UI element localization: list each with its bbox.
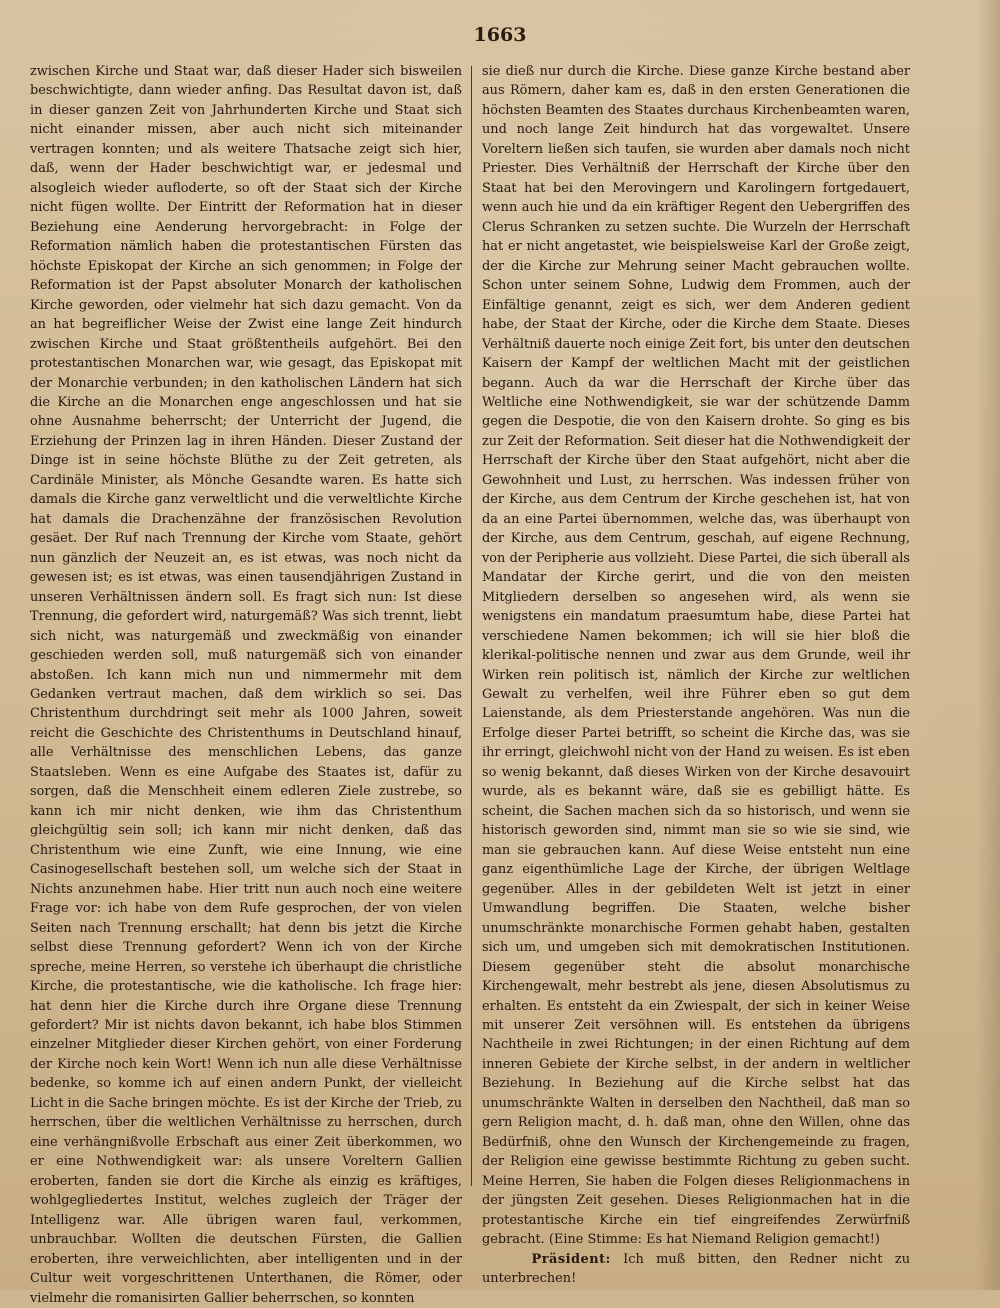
right-column [482, 62, 911, 1287]
speaker-label: Präsident: [531, 1251, 611, 1267]
right-column-text: sie dieß nur durch die Kirche. Diese ganze Kirche bestand aber aus Römern, daher kam es, daß in den ersten Generationen die höchsten Beamten des Staates durchaus Kirchenbeamten waren, und noch lange Zeit hindurch hat das vorgewaltet. Unsere Voreltern ließen sich taufen, sie wurden aber damals noch nicht Priester. Dies Verhältniß der Herrschaft der Kirche über den Staat hat bei den Merovingern und Karolingern fortgedauert, wenn auch hie und da ein kräftiger Regent den Uebergriffen des Clerus Schranken zu setzen suchte. Die Wurzeln der Herrschaft hat er nicht angetastet, wie beispielsweise Karl der Große zeigt, der die Kirche zur Mehrung seiner Macht gebrauchen wollte. Schon unter seinem Sohne, Ludwig dem Frommen, auch der Einfältige genannt, zeigt es sich, wer dem Anderen gedient habe, der Staat der Kirche, oder die Kirche dem Staate. Dieses Verhältniß dauerte noch einige Zeit fort, bis unter den deutschen Kaisern der Kampf der weltlichen Macht mit der geistlichen begann. Auch da war die Herrschaft der Kirche über das Weltliche eine Nothwendigkeit, sie war der schützende Damm gegen die Despotie, die von den Kaisern drohte. So ging es bis zur Zeit der Reformation. Seit dieser hat die Nothwendigkeit der Herrschaft der Kirche über den Staat aufgehört, nicht aber die Gewohnheit und Lust, zu herrschen. Was indessen früher von der Kirche, aus dem Centrum der Kirche geschehen ist, hat von da an eine Partei übernommen, welche das, was überhaupt von der Kirche, aus dem Centrum, geschah, auf eigene Rechnung, von der Peripherie aus vollzieht. Diese Partei, die sich überall als Mandatar der Kirche gerirt, und die von den meisten Mitgliedern derselben so angesehen wird, als wenn sie wenigstens ein mandatum praesumtum habe, diese Partei hat verschiedene Namen bekommen; ich will sie hier bloß die klerikal-politische nennen und zwar aus dem Grunde, weil ihr Wirken rein politisch ist, nämlich der Kirche zur weltlichen Gewalt zu verhelfen, weil ihre Führer eben so gut dem Laienstande, als dem Priesterstande angehören. Was nun die Erfolge dieser Partei betrifft, so scheint die Kirche das, was sie ihr erringt, gleichwohl nicht von der Hand zu weisen. Es ist eben so wenig bekannt, daß dieses Wirken von der Kirche desavouirt wurde, als es bekannt wäre, daß sie es gebilligt hätte. Es scheint, die Sachen machen sich da so historisch, und wenn sie historisch geworden sind, nimmt man sie so wie sie sind, wie man sie gebrauchen kann. Auf diese Weise entsteht nun eine ganz eigenthümliche Lage der Kirche, der übrigen Weltlage gegenüber. Alles in der gebildeten Welt ist jetzt in einer Umwandlung begriffen. Die Staaten, welche bisher unumschränkte monarchische Formen gehabt haben, gestalten sich um, und umgeben sich mit demokratischen Institutionen. Diesem gegenüber steht die absolut monarchische Kirchengewalt, mehr bestrebt als jene, diesen Absolutismus zu erhalten. Es entsteht da ein Zwiespalt, der sich in keiner Weise mit unserer Zeit versöhnen will. Es entstehen da übrigens Nachtheile in zwei Richtungen; in der einen Richtung auf dem inneren Gebiete der Kirche selbst, in der andern in weltlicher Beziehung. In Beziehung auf die Kirche selbst hat das unumschränkte Walten in derselben den Nachtheil, daß man so gern Religion macht, d. h. daß man, ohne den Willen, ohne das Bedürfniß, ohne den Wunsch der Kirchengemeinde zu fragen, der Religion eine gewisse bestimmte Richtung zu geben sucht. Meine Herren, Sie haben die Folgen dieses Religionmachens in der jüngsten Zeit gesehen. Dieses Religionmachen hat in die protestantische Kirche ein tief eingreifendes Zerwürfniß gebracht. (Eine Stimme: Es hat Niemand Religion gemacht!) [482, 64, 910, 1248]
column-divider [471, 66, 472, 1186]
left-column [30, 62, 462, 1306]
page-edge-shadow [976, 0, 1000, 1290]
left-column-text: zwischen Kirche und Staat war, daß dieser Hader sich bisweilen beschwichtigte, dann wieder anfing. Das Resultat davon ist, daß in dieser ganzen Zeit von Jahrhunderten Kirche und Staat sich nicht einander missen, aber auch nicht sich miteinander vertragen konnten; und als weitere Thatsache zeigt sich hier, daß, wenn der Hader beschwichtigt war, er jedesmal und alsogleich wieder aufloderte, so oft der Staat sich der Kirche nicht fügen wollte. Der Eintritt der Reformation hat in dieser Beziehung eine Aenderung hervorgebracht: in Folge der Reformation nämlich haben die protestantischen Fürsten das höchste Episkopat der Kirche an sich genommen; in Folge der Reformation ist der Papst absoluter Monarch der katholischen Kirche geworden, oder vielmehr hat sich dazu gemacht. Von da an hat begreiflicher Weise der Zwist eine lange Zeit hindurch zwischen Kirche und Staat größtentheils aufgehört. Bei den protestantischen Monarchen war, wie gesagt, das Episkopat mit der Monarchie verbunden; in den katholischen Ländern hat sich die Kirche an die Monarchen enge angeschlossen und hat sie ohne Ausnahme beherrscht; der Unterricht der Jugend, die Erziehung der Prinzen lag in ihren Händen. Dieser Zustand der Dinge ist in seine höchste Blüthe zu der Zeit getreten, als Cardinäle Minister, als Mönche Gesandte waren. Es hatte sich damals die Kirche ganz verweltlicht und die verweltlichte Kirche hat damals die Drachenzähne der französischen Revolution gesäet. Der Ruf nach Trennung der Kirche vom Staate, gehört nun gänzlich der Neuzeit an, es ist etwas, was noch nicht da gewesen ist; es ist etwas, was einen tausendjährigen Zustand in unseren Verhältnissen ändern soll. Es fragt sich nun: Ist diese Trennung, die gefordert wird, naturgemäß? Was sich trennt, liebt sich nicht, was naturgemäß und zweckmäßig von einander geschieden werden soll, muß naturgemäß sich von einander abstoßen. Ich kann mich nun und nimmermehr mit dem Gedanken vertraut machen, daß dem wirklich so sei. Das Christenthum durchdringt seit mehr als 1000 Jahren, soweit reicht die Geschichte des Christenthums in Deutschland hinauf, alle Verhältnisse des menschlichen Lebens, das ganze Staatsleben. Wenn es eine Aufgabe des Staates ist, dafür zu sorgen, daß die Menschheit einem edleren Ziele zustrebe, so kann ich mir nicht denken, wie ihm das Christenthum gleichgültig sein soll; ich kann mir nicht denken, daß das Christenthum wie eine Zunft, wie eine Innung, wie eine Casinogesellschaft bestehen soll, um welche sich der Staat in Nichts anzunehmen habe. Hier tritt nun auch noch eine weitere Frage vor: ich habe von dem Rufe gesprochen, der von vielen Seiten nach Trennung erschallt; hat denn bis jetzt die Kirche selbst diese Trennung gefordert? Wenn ich von der Kirche spreche, meine Herren, so verstehe ich überhaupt die christliche Kirche, die protestantische, wie die katholische. Ich frage hier: hat denn hier die Kirche durch ihre Organe diese Trennung gefordert? Mir ist nichts davon bekannt, ich habe blos Stimmen einzelner Mitglieder dieser Kirchen gehört, von einer Forderung der Kirche noch kein Wort! Wenn ich nun alle diese Verhältnisse bedenke, so komme ich auf einen andern Punkt, der vielleicht Licht in die Sache bringen möchte. Es ist der Kirche der Trieb, zu herrschen, über die weltlichen Verhältnisse zu herrschen, durch eine verhängnißvolle Erbschaft aus einer Zeit überkommen, wo er eine Nothwendigkeit war: als unsere Voreltern Gallien eroberten, fanden sie dort die Kirche als einzig es kräftiges, wohlgegliedertes Institut, welches zugleich der Träger der Intelligenz war. Alle übrigen waren faul, verkommen, unbrauchbar. Wollten die deutschen Fürsten, die Gallien eroberten, ihre verweichlichten, aber intelligenten und in der Cultur weit vorgeschrittenen Unterthanen, die Römer, oder vielmehr die romanisirten Gallier beherrschen, so konnten [30, 64, 462, 1306]
speaker-text: Ich muß bitten, den Redner nicht zu unterbrechen! [482, 1251, 911, 1287]
page-number: 1663 [473, 24, 527, 46]
speaker-paragraph [482, 1250, 910, 1289]
